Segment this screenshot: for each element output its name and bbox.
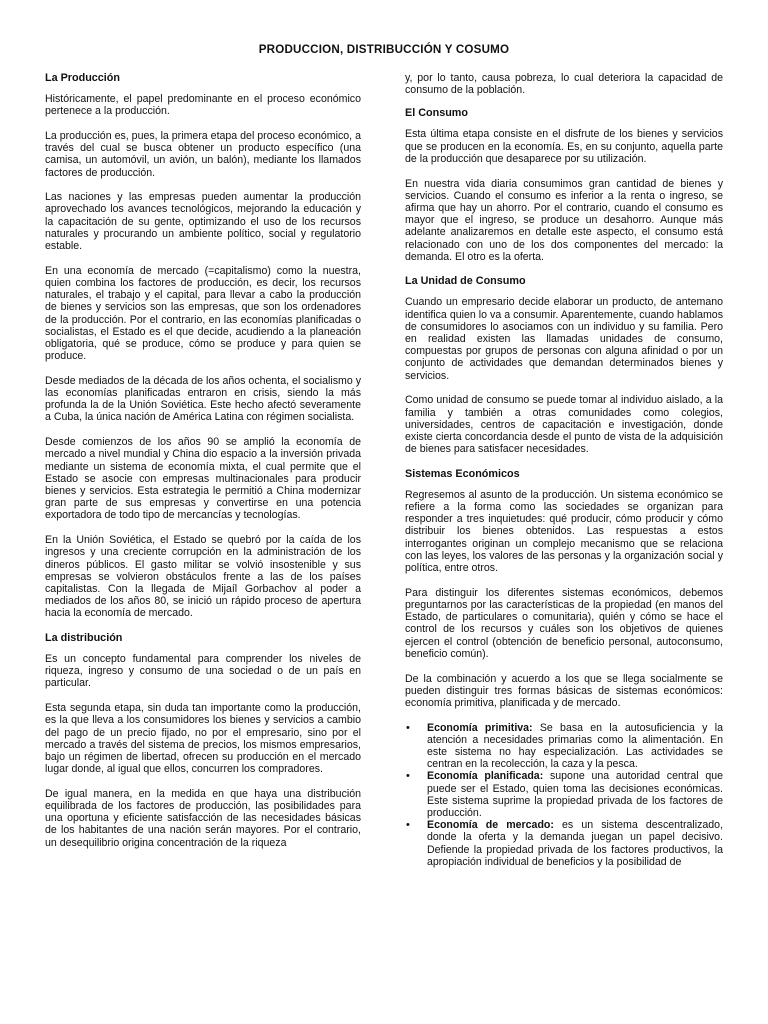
paragraph: En una economía de mercado (=capitalismo) como la nuestra, quien combina los factores de producción, es decir, los recursos naturales, el trabajo y el capital, para llevar a cabo la producción de bienes y servicios son las empresas, que son los ordenadores de la producción. Por el contrario, en las economías planificadas o socialistas, el Estado es el que decide, acudiendo a la planeación obligatoria, qué se produce, cómo se produce y para quien se produce. — [45, 264, 361, 363]
section-heading-unidad-consumo: La Unidad de Consumo — [405, 275, 526, 288]
paragraph: De la combinación y acuerdo a los que se llega socialmente se pueden distinguir tres formas básicas de sistemas económicos: economía primitiva, planificada y de mercado. — [405, 672, 723, 709]
list-item — [405, 819, 723, 868]
section-heading-distribucion: La distribución — [45, 632, 123, 645]
paragraph: Es un concepto fundamental para comprender los niveles de riqueza, ingreso y consumo de una sociedad o de un país en particular. — [45, 653, 361, 690]
list-item-term: Economía de mercado: — [427, 819, 554, 832]
section-heading-produccion: La Producción — [45, 72, 120, 84]
list-item — [405, 770, 723, 819]
paragraph: Como unidad de consumo se puede tomar al individuo aislado, a la familia y también a otras comunidades como colegios, universidades, centros de capacitación e investigación, donde existe cierta concordancia desde el punto de vista de la adquisición de bienes para satisfacer necesidades. — [405, 394, 723, 456]
paragraph: Esta segunda etapa, sin duda tan importante como la producción, es la que lleva a los consumidores los bienes y servicios a cambio del pago de un precio fijado, no por el empresario, sino por el mercado a través del sistema de precios, los mismos empresarios, bajo un régimen de libertad, ofrecen su producción en el mercado lugar donde, al igual que ellos, concurren los compradores. — [45, 702, 361, 776]
economic-systems-list — [405, 722, 723, 868]
list-item-text: Se basa en la autosuficiencia y la atención a necesidades primarias como la alimentación. En este sistema no hay especialización. Las actividades se centran en la recolección, la caza y la pesca. — [427, 721, 723, 771]
paragraph: Esta última etapa consiste en el disfrute de los bienes y servicios que se producen en la economía. Es, en su conjunto, aquella parte de la producción que desaparece por su utilización. — [405, 128, 723, 165]
paragraph: Desde mediados de la década de los años ochenta, el socialismo y las economías planificadas entraron en crisis, siendo la más profunda la de la Unión Soviética. Este hecho afectó severamente a Cuba, la única nación de América Latina con régimen socialista. — [45, 374, 361, 424]
right-column — [405, 72, 723, 868]
paragraph: Regresemos al asunto de la producción. Un sistema económico se refiere a la forma como las sociedades se organizan para responder a tres inquietudes: qué producir, cómo producir y cómo distribuir los bienes obtenidos. Las respuestas a estos interrogantes originan un complejo mecanismo que se relaciona con las leyes, los valores de las personas y la organización social y política, entre otros. — [405, 488, 723, 575]
bullet-icon: • — [406, 721, 410, 734]
paragraph: En la Unión Soviética, el Estado se quebró por la caída de los ingresos y una creciente corrupción en la administración de los dineros públicos. El gasto militar se volvió insostenible y sus empresas se volvieron obstáculos frente a las de los países capitalistas. Con la llegada de Mijaíl Gorbachov al poder a mediados de los años 80, se inició un rápido proceso de apertura hacia la economía de mercado. — [45, 534, 361, 620]
paragraph: La producción es, pues, la primera etapa del proceso económico, a través del cual se busca obtener un producto específico (una camisa, un automóvil, un avión, un balón), mediante los llamados factores de producción. — [45, 129, 361, 179]
list-item — [405, 722, 723, 771]
paragraph-continuation: y, por lo tanto, causa pobreza, lo cual deteriora la capacidad de consumo de la población. — [405, 72, 723, 97]
list-item-term: Economía primitiva: — [427, 721, 533, 734]
list-item-term: Economía planificada: — [427, 770, 544, 783]
paragraph: Para distinguir los diferentes sistemas económicos, debemos preguntarnos por las características de la propiedad (en manos del Estado, de particulares o comunitaria), quién y cómo se hace el control de los recursos y cuáles son los objetivos de quienes ejercen el control (obtención de beneficio personal, autoconsumo, beneficio común). — [405, 586, 723, 660]
bullet-icon: • — [406, 770, 410, 783]
paragraph: Desde comienzos de los años 90 se amplió la economía de mercado a nivel mundial y China dio espacio a la inversión privada mediante un sistema de economía mixta, el cual permite que el Estado se asocie con empresas multinacionales para producir bienes y servicios. Esta estrategia le permitió a China modernizar gran parte de sus empresas y convertirse en una potencia exportadora de todo tipo de mercancías y tecnologías. — [45, 436, 361, 522]
paragraph: Las naciones y las empresas pueden aumentar la producción aprovechado los avances tecnológicos, mejorando la educación y la capacitación de su gente, optimizando el uso de los recursos naturales y procurando un ambiente político, social y regulatorio estable. — [45, 191, 361, 253]
document-title: PRODUCCION, DISTRIBUCCIÓN Y COSUMO — [258, 43, 510, 56]
bullet-icon: • — [406, 819, 410, 832]
list-item-text: es un sistema descentralizado, donde la oferta y la demanda juegan un papel decisivo. Defiende la propiedad privada de los factores productivos, la apropiación individual de beneficios y la posibilidad de — [427, 819, 724, 868]
section-heading-sistemas: Sistemas Económicos — [405, 467, 520, 480]
list-item-text: supone una autoridad central que puede ser el Estado, quien toma las decisiones económicas. Este sistema suprime la propiedad privada de los factores de producción. — [427, 770, 724, 820]
left-column — [45, 72, 361, 861]
paragraph: Cuando un empresario decide elaborar un producto, de antemano identifica quien lo va a consumir. Aparentemente, cuando hablamos de consumidores lo asociamos con un individuo y su familia. Pero en realidad existen las llamadas unidades de consumo, compuestas por grupos de personas con alguna afinidad o por un conjunto de actividades que demandan determinados bienes y servicios. — [405, 296, 723, 382]
section-heading-consumo: El Consumo — [405, 107, 468, 120]
paragraph: Históricamente, el papel predominante en el proceso económico pertenece a la producción. — [45, 93, 361, 118]
paragraph: De igual manera, en la medida en que haya una distribución equilibrada de los factores de producción, las posibilidades para una oportuna y eficiente satisfacción de las necesidades básicas de los habitantes de una nación serán mayores. Por el contrario, un desequilibrio origina concentración de la riqueza — [45, 787, 361, 849]
paragraph: En nuestra vida diaria consumimos gran cantidad de bienes y servicios. Cuando el consumo es inferior a la renta o ingreso, se afirma que hay un ahorro. Por el contrario, cuando el consumo es mayor que el ingreso, se produce un desahorro. Aunque más adelante analizaremos en detalle este aspecto, el consumo está relacionado con uno de los dos componentes del mercado: la demanda. El otro es la oferta. — [405, 177, 723, 263]
